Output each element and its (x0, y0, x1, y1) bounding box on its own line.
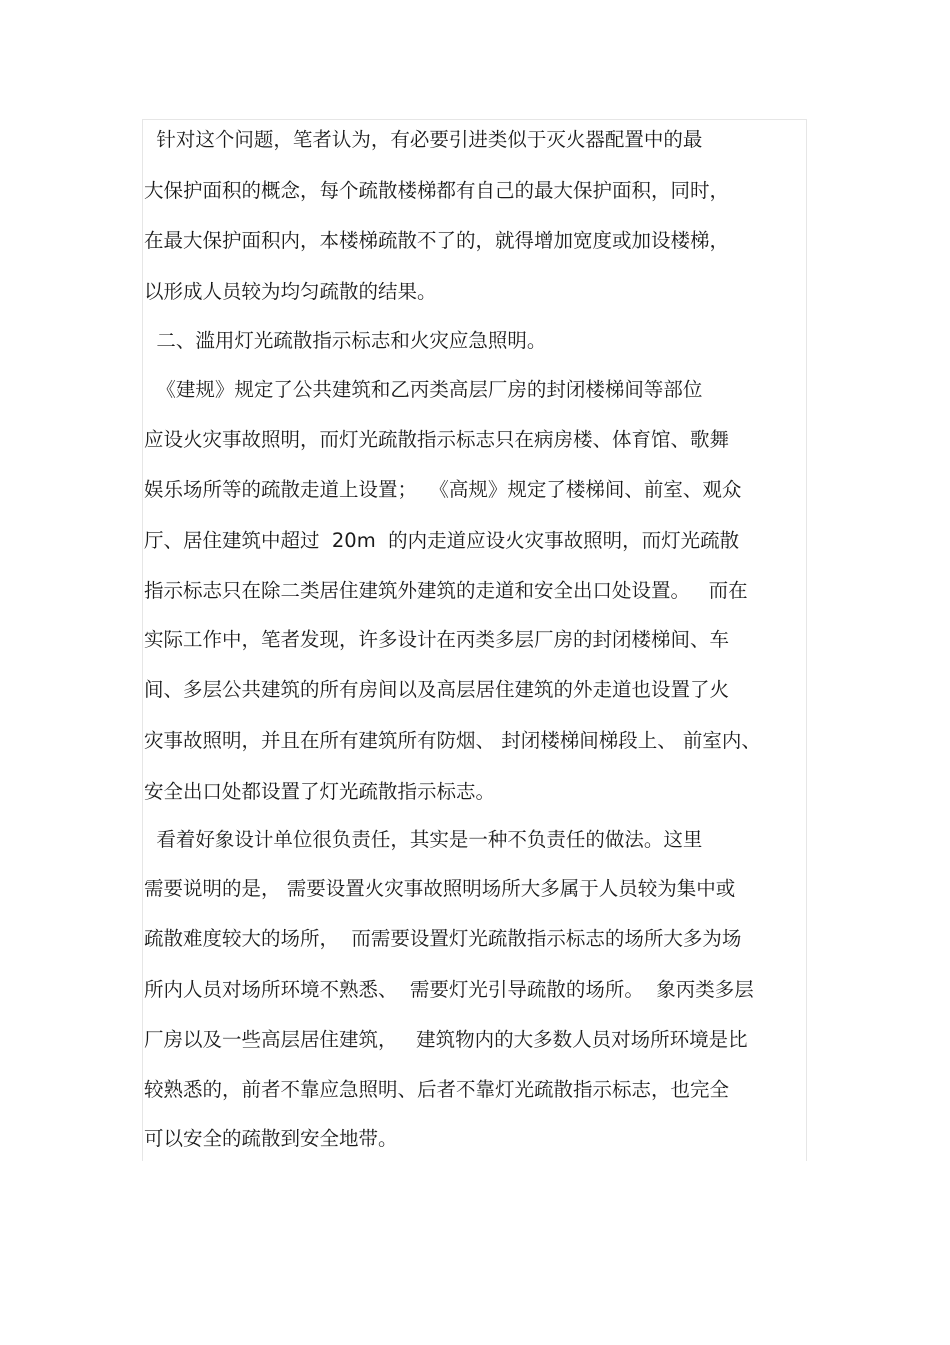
section-heading: 二、滥用灯光疏散指示标志和火灾应急照明。 (144, 329, 547, 352)
p3-line-7: 可以安全的疏散到安全地带。 (144, 1127, 398, 1150)
p3-line-3: 疏散难度较大的场所， 而需要设置灯光疏散指示标志的场所大多为场 (144, 927, 742, 950)
p3-line-6: 较熟悉的，前者不靠应急照明、后者不靠灯光疏散指示标志，也完全 (144, 1078, 730, 1101)
p2-line-5: 指示标志只在除二类居住建筑外建筑的走道和安全出口处设置。 而在 (144, 579, 748, 602)
p2-line-7: 间、多层公共建筑的所有房间以及高层居住建筑的外走道也设置了火 (144, 678, 730, 701)
p3-line-5: 厂房以及一些高层居住建筑， 建筑物内的大多数人员对场所环境是比 (144, 1028, 748, 1051)
p2-line-4: 厅、居住建筑中超过 20m 的内走道应设火灾事故照明，而灯光疏散 (144, 529, 740, 552)
p3-line-4: 所内人员对场所环境不熟悉、 需要灯光引导疏散的场所。 象丙类多层 (144, 978, 754, 1001)
p1-line-4: 以形成人员较为均匀疏散的结果。 (144, 280, 437, 303)
p2-line-1: 《建规》规定了公共建筑和乙丙类高层厂房的封闭楼梯间等部位 (144, 378, 703, 401)
p2-line-8: 灾事故照明，并且在所有建筑所有防烟、 封闭楼梯间梯段上、 前室内、 (144, 729, 761, 752)
p1-line-2: 大保护面积的概念，每个疏散楼梯都有自己的最大保护面积，同时， (144, 179, 730, 202)
p1-line-1: 针对这个问题，笔者认为，有必要引进类似于灭火器配置中的最 (144, 128, 703, 151)
p3-line-1: 看着好象设计单位很负责任，其实是一种不负责任的做法。这里 (144, 828, 703, 851)
p2-line-2: 应设火灾事故照明，而灯光疏散指示标志只在病房楼、体育馆、歌舞 (144, 428, 730, 451)
p2-line-9: 安全出口处都设置了灯光疏散指示标志。 (144, 780, 496, 803)
p3-line-2: 需要说明的是， 需要设置火灾事故照明场所大多属于人员较为集中或 (144, 877, 736, 900)
p2-line-6: 实际工作中，笔者发现，许多设计在丙类多层厂房的封闭楼梯间、车 (144, 628, 730, 651)
p2-line-3: 娱乐场所等的疏散走道上设置； 《高规》规定了楼梯间、前室、观众 (144, 478, 742, 501)
p1-line-3: 在最大保护面积内，本楼梯疏散不了的，就得增加宽度或加设楼梯， (144, 229, 730, 252)
